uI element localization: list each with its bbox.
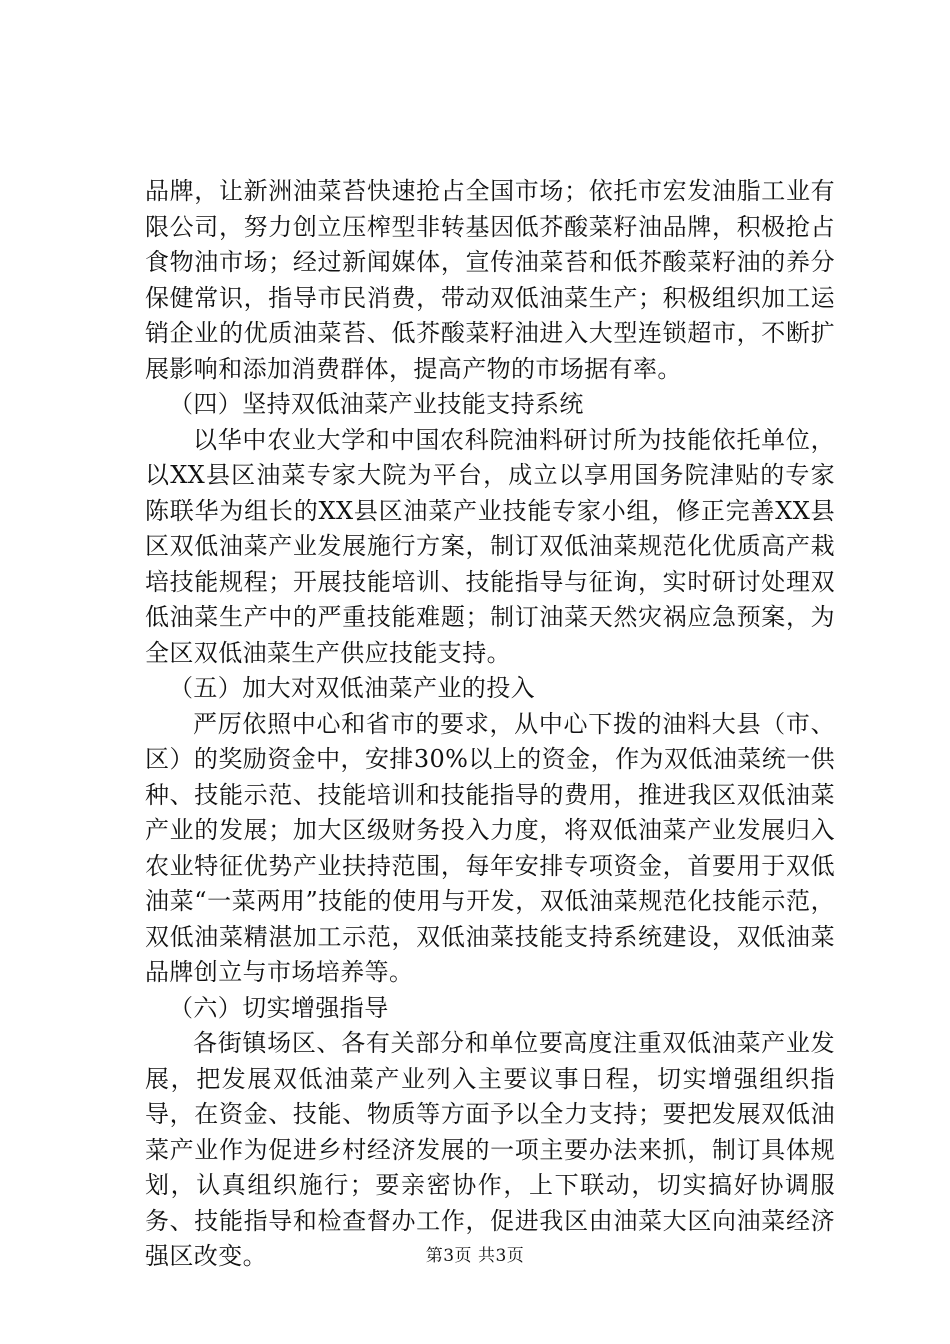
paragraph-guidance: 各街镇场区、各有关部分和单位要高度注重双低油菜产业发展，把发展双低油菜产业列入主要议事日程，切实增强组织指导，在资金、技能、物质等方面予以全力支持；要把发展双低油菜产业作为促进乡村经济发展的一项主要办法来抓，制订具体规划，认真组织施行；要亲密协作，上下联动，切实搞好协调服务、技能指导和检查督办工作，促进我区由油菜大区向油菜经济强区改变。: [145, 1029, 835, 1270]
page-number-footer: 第3页 共3页: [425, 1246, 525, 1266]
section-heading-5: （五）加大对双低油菜产业的投入: [169, 674, 535, 702]
paragraph-continuation: 品牌，让新洲油菜苔快速抢占全国市场；依托市宏发油脂工业有限公司，努力创立压榨型非转基因低芥酸菜籽油品牌，积极抢占食物油市场；经过新闻媒体，宣传油菜苔和低芥酸菜籽油的养分保健常识，指导市民消费，带动双低油菜生产；积极组织加工运销企业的优质油菜苔、低芥酸菜籽油进入大型连锁超市，不断扩展影响和添加消费群体，提高产物的市场据有率。: [145, 177, 835, 383]
section-heading-4: （四）坚持双低油菜产业技能支持系统: [169, 390, 584, 418]
paragraph-investment: 严厉依照中心和省市的要求，从中心下拨的油料大县（市、区）的奖励资金中，安排30%以上的资金，作为双低油菜统一供种、技能示范、技能培训和技能指导的费用，推进我区双低油菜产业的发展；加大区级财务投入力度，将双低油菜产业发展归入农业特征优势产业扶持范围，每年安排专项资金，首要用于双低油菜“一菜两用”技能的使用与开发，双低油菜规范化技能示范，双低油菜精湛加工示范，双低油菜技能支持系统建设，双低油菜品牌创立与市场培养等。: [145, 709, 835, 986]
section-heading-6: （六）切实增强指导: [169, 993, 389, 1022]
document-body: [145, 174, 835, 1275]
paragraph-tech-support: 以华中农业大学和中国农科院油料研讨所为技能依托单位，以XX县区油菜专家大院为平台，成立以享用国务院津贴的专家陈联华为组长的XX县区油菜产业技能专家小组，修正完善XX县区双低油菜产业发展施行方案，制订双低油菜规范化优质高产栽培技能规程；开展技能培训、技能指导与征询，实时研讨处理双低油菜生产中的严重技能难题；制订油菜天然灾祸应急预案，为全区双低油菜生产供应技能支持。: [145, 425, 835, 667]
